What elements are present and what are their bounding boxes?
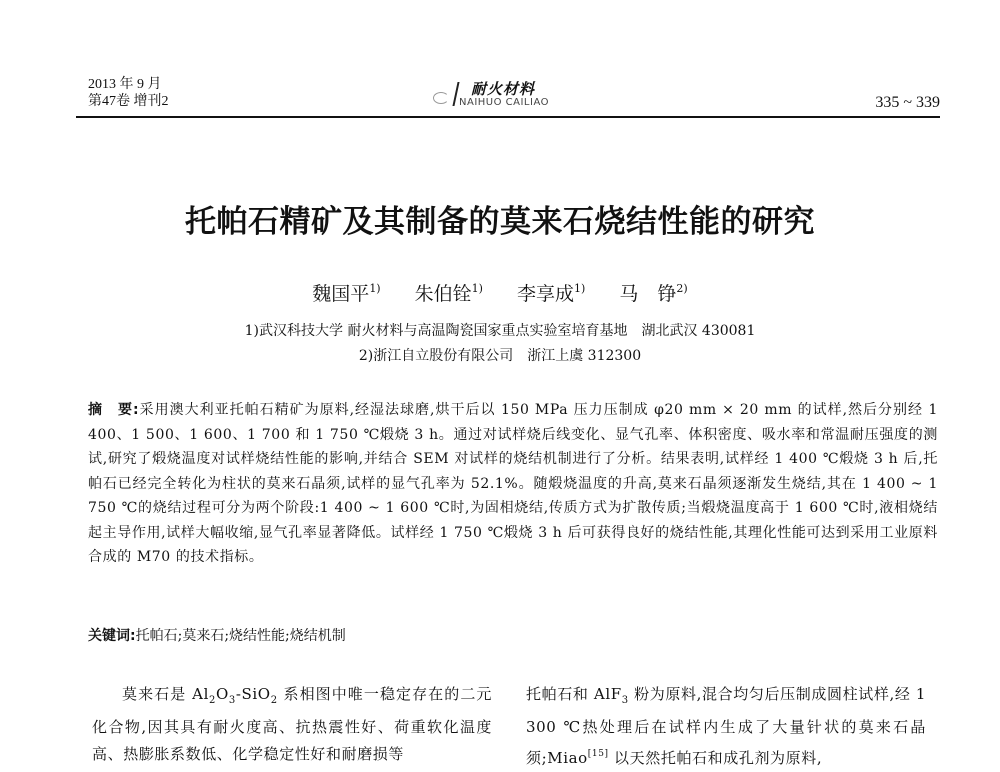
paper-title: 托帕石精矿及其制备的莫来石烧结性能的研究: [185, 204, 815, 240]
author: 朱伯铨$^{1)}$: [414, 282, 483, 305]
abstract-text: 采用澳大利亚托帕石精矿为原料,经湿法球磨,烘干后以 150 MPa 压力压制成 φ20 mm × 20 mm 的试样,然后分别经 1 400、1 500、1 600、1 700 和 1 750 ℃煅烧 3 h。通过对试样烧后线变化、显气孔率、体积密度、吸水率和常温耐压强度的测试,研究了煅烧温度对试样烧结性能的影响,并结合 SEM 对试样的烧结机制进行了分析。结果表明,试样经 1 400 ℃煅烧 3 h 后,托帕石已经完全转化为柱状的莫来石晶须,试样的显气孔率为 52.1%。随煅烧温度的升高,莫来石晶须逐渐发生烧结,其在 1 400 ~ 1 750 ℃的烧结过程可分为两个阶段:1 400 ~ 1 600 ℃时,为固相烧结,传质方式为扩散传质;当煅烧温度高于 1 600 ℃时,液相烧结起主导作用,试样大幅收缩,显气孔率显著降低。试样经 1 750 ℃煅烧 3 h 后可获得良好的烧结性能,其理化性能可达到采用工业原料合成的 M70 的技术指标。: [88, 402, 938, 565]
body-column-right: 托帕石和 AlF$_3$ 粉为原料,混合均匀后压制成圆柱试样,经 1 300 ℃热处理后在试样内生成了大量针状的莫来石晶须;Miao[15] 以天然托帕石和成孔剂为原料,: [526, 685, 927, 767]
page-range: 335 ~ 339: [875, 94, 940, 111]
author: 魏国平$^{1)}$: [312, 282, 381, 305]
header-divider: [76, 116, 940, 118]
affiliation-1: 1)武汉科技大学 耐火材料与高温陶瓷国家重点实验室培育基地 湖北武汉 430081: [244, 323, 756, 339]
affiliation-2: 2)浙江自立股份有限公司 浙江上虞 312300: [358, 348, 642, 364]
author: 马 铮$^{2)}$: [619, 282, 688, 305]
abstract-label: 摘 要:: [88, 402, 140, 418]
issue-volume: 第47卷 增刊2: [88, 94, 169, 109]
issue-date: 2013 年 9 月: [88, 77, 162, 92]
page-header: [88, 76, 940, 116]
journal-logo: [433, 78, 593, 114]
citation-ref: [15]: [587, 749, 609, 759]
keywords-label: 关键词:: [88, 628, 136, 644]
journal-name-cn: 耐火材料: [471, 80, 536, 98]
journal-name-en: NAIHUO CAILIAO: [459, 97, 549, 108]
issue-info: [88, 76, 169, 110]
keywords-text: 托帕石;莫来石;烧结性能;烧结机制: [135, 628, 346, 644]
keywords: [88, 625, 346, 645]
logo-circle-icon: [433, 92, 449, 104]
author: 李享成$^{1)}$: [517, 282, 586, 305]
body-column-left: 莫来石是 $Al_2O_3-SiO_2$ 系相图中唯一稳定存在的二元化合物,因其具有耐火度高、抗热震性好、荷重软化温度高、热膨胀系数低、化学稳定性好和耐磨损等: [92, 685, 492, 763]
author-list: [0, 279, 1000, 306]
abstract: [88, 398, 938, 570]
